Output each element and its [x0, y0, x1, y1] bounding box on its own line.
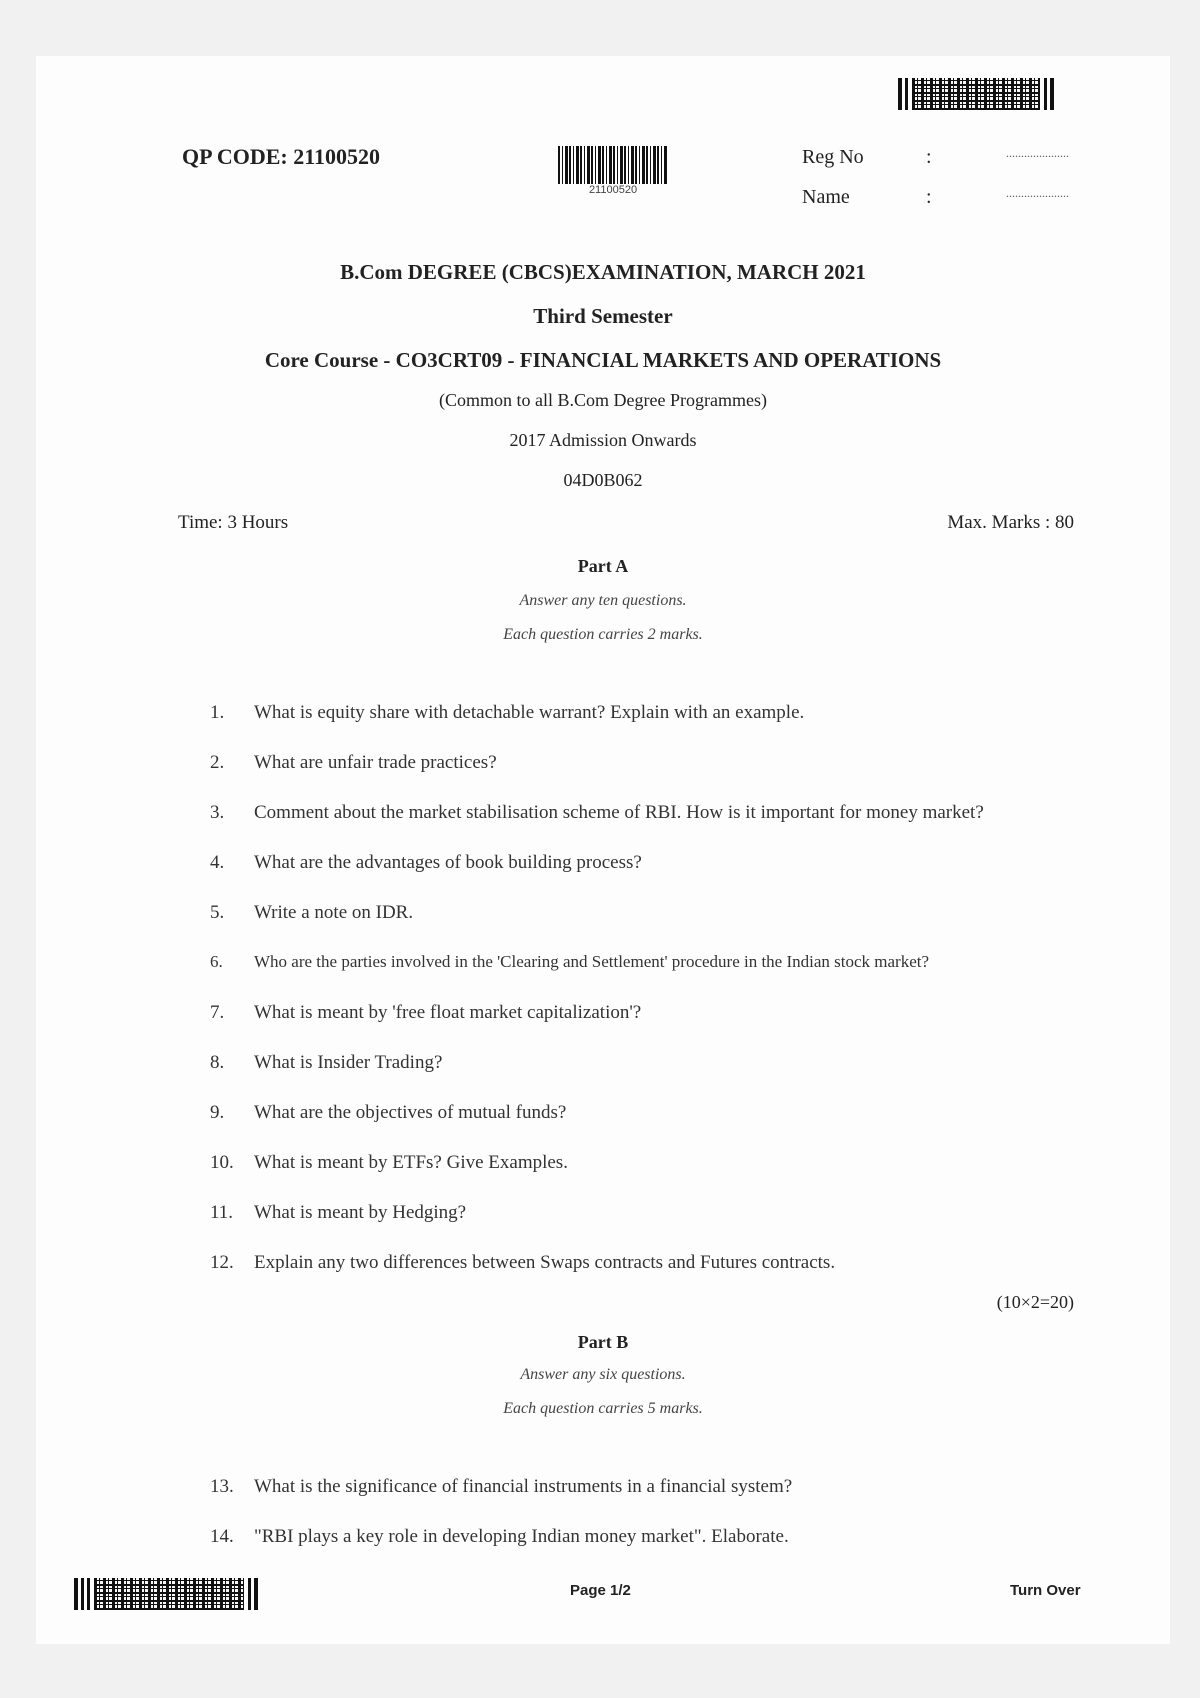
question-5: 5. Write a note on IDR.	[210, 902, 414, 923]
footer-barcode	[74, 1578, 264, 1610]
exam-title: B.Com DEGREE (CBCS)EXAMINATION, MARCH 2021	[340, 260, 866, 284]
part-b-instruction-2: Each question carries 5 marks.	[503, 1400, 703, 1417]
time-label: Time: 3 Hours	[178, 512, 289, 533]
question-3: 3. Comment about the market stabilisation scheme of RBI. How is it important for money market?	[210, 802, 984, 823]
name-blank: .....................	[1006, 186, 1069, 200]
question-4: 4. What are the advantages of book building process?	[210, 852, 642, 873]
question-14: 14. "RBI plays a key role in developing Indian money market". Elaborate.	[210, 1526, 789, 1547]
paper-code: 04D0B062	[563, 470, 643, 490]
page-number: Page 1/2	[570, 1582, 631, 1599]
name-colon: :	[926, 186, 932, 208]
question-11: 11. What is meant by Hedging?	[210, 1202, 467, 1223]
top-right-barcode	[898, 78, 1058, 110]
reg-no-blank: .....................	[1006, 146, 1069, 160]
semester-title: Third Semester	[533, 304, 673, 328]
part-a-instruction-1: Answer any ten questions.	[519, 592, 687, 609]
question-7: 7. What is meant by 'free float market capitalization'?	[210, 1002, 642, 1023]
question-2: 2. What are unfair trade practices?	[210, 752, 497, 773]
common-note: (Common to all B.Com Degree Programmes)	[439, 390, 767, 410]
turn-over: Turn Over	[1010, 1582, 1081, 1599]
part-b-instruction-1: Answer any six questions.	[520, 1366, 686, 1383]
part-a-heading: Part A	[577, 556, 629, 576]
max-marks-label: Max. Marks : 80	[947, 512, 1074, 533]
qp-barcode	[558, 146, 668, 198]
question-8: 8. What is Insider Trading?	[210, 1052, 443, 1073]
admission-note: 2017 Admission Onwards	[509, 430, 697, 450]
course-title: Core Course - CO3CRT09 - FINANCIAL MARKETS AND OPERATIONS	[264, 348, 942, 372]
reg-no-colon: :	[926, 146, 932, 168]
barcode-number: 21100520	[588, 184, 638, 196]
part-a-instruction-2: Each question carries 2 marks.	[503, 626, 703, 643]
question-12: 12. Explain any two differences between Swaps contracts and Futures contracts.	[210, 1252, 836, 1273]
question-9: 9. What are the objectives of mutual funds?	[210, 1102, 567, 1123]
part-a-marks: (10×2=20)	[996, 1292, 1074, 1312]
exam-paper-page	[36, 56, 1170, 1644]
question-1: 1. What is equity share with detachable warrant? Explain with an example.	[210, 702, 805, 723]
question-10: 10. What is meant by ETFs? Give Examples.	[210, 1152, 568, 1173]
part-b-heading: Part B	[577, 1332, 629, 1352]
question-6: 6. Who are the parties involved in the 'Clearing and Settlement' procedure in the Indian stock market?	[210, 952, 930, 971]
name-label: Name	[802, 186, 850, 208]
reg-no-label: Reg No	[802, 146, 864, 168]
qp-code: QP CODE: 21100520	[182, 144, 381, 169]
question-13: 13. What is the significance of financial instruments in a financial system?	[210, 1476, 793, 1497]
